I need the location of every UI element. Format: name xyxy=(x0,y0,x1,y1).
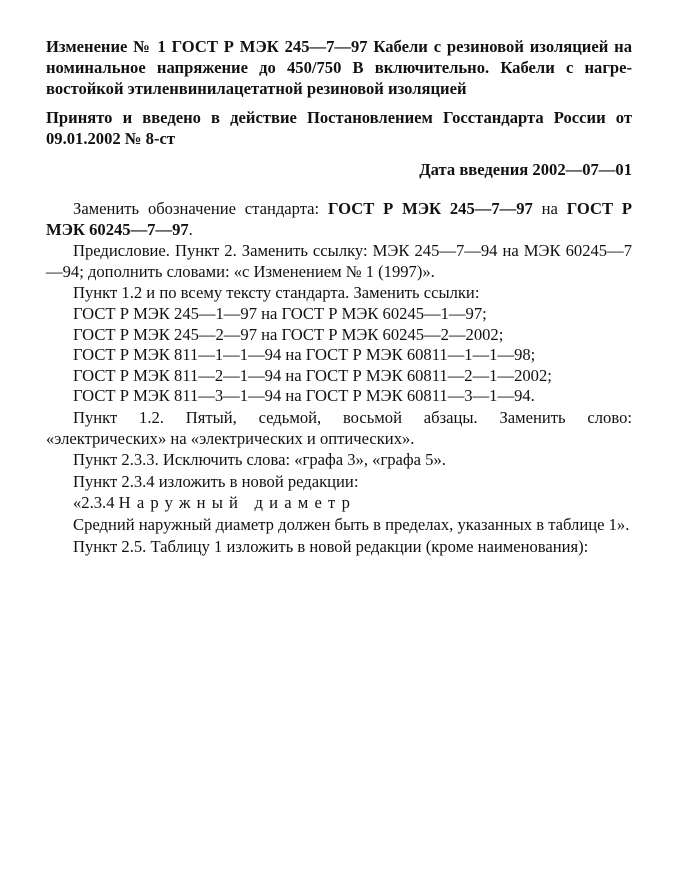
amendment-body xyxy=(46,199,632,557)
clause-2-5-paragraph: Пункт 2.5. Таблицу 1 изложить в новой редакции (кроме наименования): xyxy=(73,536,589,556)
new-designation: ГОСТ Р МЭК 60245—7—97 xyxy=(46,199,632,239)
effective-date: Дата введения 2002—07—01 xyxy=(419,160,632,179)
clause-1-2-intro: Пункт 1.2 и по всему тексту стандарта. Заменить ссылки: xyxy=(73,283,480,303)
reference-line: ГОСТ Р МЭК 811—2—1—94 на ГОСТ Р МЭК 60811—2—1—2002; xyxy=(73,365,552,385)
replace-designation-suffix: . xyxy=(188,219,193,239)
adoption-notice: Принято и введено в действие Постановлением Госстандарта России от 09.01.2002 № 8-ст xyxy=(46,108,632,148)
replace-designation-prefix: Заменить обозначение стандарта: xyxy=(73,199,328,218)
old-designation: ГОСТ Р МЭК 245—7—97 xyxy=(327,199,533,218)
reference-line: ГОСТ Р МЭК 811—3—1—94 на ГОСТ Р МЭК 60811—3—1—94. xyxy=(73,386,535,406)
document-page xyxy=(46,36,632,557)
replace-designation-paragraph xyxy=(46,199,632,240)
reference-line: ГОСТ Р МЭК 811—1—1—94 на ГОСТ Р МЭК 60811—1—1—98; xyxy=(73,345,536,365)
reference-list xyxy=(46,304,632,407)
clause-2-3-4-text: Средний наружный диаметр должен быть в пределах, указанных в таблице 1». xyxy=(73,514,630,534)
clause-2-3-4-intro: Пункт 2.3.4 изложить в новой редакции: xyxy=(73,471,359,491)
clause-1-2-words-paragraph: Пункт 1.2. Пятый, седьмой, восьмой абзацы. Заменить слово: «электрических» на «электрических и оптических». xyxy=(46,407,632,448)
amendment-title: Изменение № 1 ГОСТ Р МЭК 245—7—97 Кабели с резиновой изоляцией на номинальное напряжение до 450/750 В включительно. Кабели с нагре-востойкой этиленвинилацетатной резиновой изоляцией xyxy=(46,37,632,98)
clause-2-3-4-number: «2.3.4 xyxy=(73,493,119,513)
clause-2-3-4-heading xyxy=(46,493,632,514)
replace-designation-middle: на xyxy=(532,199,567,218)
clause-2-3-4-title: Наружный диаметр xyxy=(118,493,357,513)
reference-line: ГОСТ Р МЭК 245—1—97 на ГОСТ Р МЭК 60245—1—97; xyxy=(73,303,487,323)
reference-line: ГОСТ Р МЭК 245—2—97 на ГОСТ Р МЭК 60245—2—2002; xyxy=(73,324,504,344)
clause-2-3-3-paragraph: Пункт 2.3.3. Исключить слова: «графа 3», «графа 5». xyxy=(73,450,446,470)
foreword-paragraph: Предисловие. Пункт 2. Заменить ссылку: МЭК 245—7—94 на МЭК 60245—7—94; дополнить словами: «с Изменением № 1 (1997)». xyxy=(46,241,632,281)
